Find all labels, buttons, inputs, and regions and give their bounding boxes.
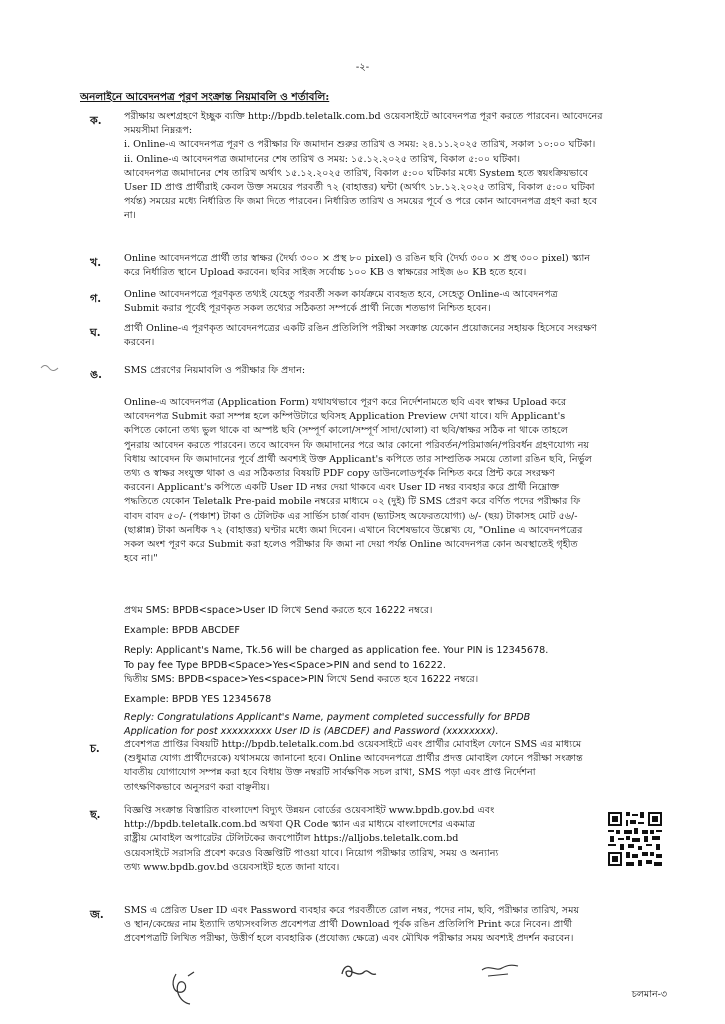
item-nga-line-6: তথ্য ও স্বাক্ষর সংযুক্ত থাকা ও এর সঠিকতার বিষয়টি PDF copy ডাউনলোডপূর্বক নিশ্চিত করে প্রিন্ট করে সংরক্ষণ bbox=[124, 468, 555, 480]
section-heading: অনলাইনে আবেদনপত্র পূরণ সংক্রান্ত নিয়মাবলি ও শর্তাবলি: bbox=[80, 91, 330, 103]
sms-reply-2-line-1: Reply: Congratulations Applicant's Name, payment completed successfully for BPDB bbox=[124, 712, 531, 724]
sms-example-2: Example: BPDB YES 12345678 bbox=[124, 694, 272, 706]
item-kha bbox=[124, 252, 679, 280]
item-nga-line-10: (ছাপ্পান্ন) টাকা অনধিক ৭২ (বাহাত্তর) ঘণ্টার মধ্যে জমা দিবেন। এখানে বিশেষভাবে উল্লেখ্য যে, "Online এ আবেদনপত্রের bbox=[124, 524, 583, 536]
item-ka-line-5: আবেদনপত্র জমাদানের শেষ তারিখ অর্থাৎ ১৫.১২.২০২৫ তারিখ, বিকাল ৫:০০ ঘটিকার মধ্যে System হতে স্বয়ংক্রিয়ভাবে bbox=[124, 167, 589, 179]
continued-note: চলমান-৩ bbox=[631, 989, 667, 1000]
item-ja-line-3: প্রবেশপত্রটি লিখিত পরীক্ষা, উত্তীর্ণ হলে ব্যবহারিক (প্রযোজ্য ক্ষেত্রে) এবং মৌখিক পরীক্ষার সময় অবশ্যই প্রদর্শন করবেন। bbox=[124, 933, 574, 945]
qr-code-icon[interactable] bbox=[606, 810, 664, 868]
sms-first: প্রথম SMS: BPDB<space>User ID লিখে Send করতে হবে 16222 নম্বরে। bbox=[124, 605, 433, 616]
item-marker-ca: চ. bbox=[90, 742, 100, 755]
item-ka bbox=[124, 110, 679, 224]
item-nga-line-11: সকল অংশ পূরণ করে Submit করা হলেও পরীক্ষার ফি জমা না দেয়া পর্যন্ত Online আবেদনপত্র কোন অবস্থাতেই গৃহীত bbox=[124, 539, 578, 551]
item-kha-line-2: করে নির্ধারিত স্থানে Upload করবেন। ছবির সাইজ সর্বোচ্চ ১০০ KB ও স্বাক্ষরের সাইজ ৬০ KB হতে হবে। bbox=[124, 267, 527, 279]
item-nga-title: SMS প্রেরণের নিয়মাবলি ও পরীক্ষার ফি প্রদান: bbox=[124, 365, 306, 376]
item-ca-line-1: প্রবেশপত্র প্রাপ্তির বিষয়টি http://bpdb.teletalk.com.bd ওয়েবসাইটে এবং প্রার্থীর মোবাইল ফোনে SMS এর মাধ্যমে bbox=[124, 739, 582, 750]
item-ga bbox=[124, 288, 679, 316]
signature-2-icon bbox=[338, 960, 378, 984]
scan-mark-icon bbox=[40, 362, 60, 374]
item-cha-line-4: ওয়েবসাইটে সরাসরি প্রবেশ করেও বিজ্ঞপ্তিটি পাওয়া যাবে। নিয়োগ পরীক্ষার তারিখ, সময় ও অন্যান্য bbox=[124, 847, 499, 859]
item-ca-line-3: যাবতীয় যোগাযোগ সম্পন্ন করা হবে বিধায় উক্ত নম্বরটি সার্বক্ষণিক সচল রাখা, SMS পড়া এবং প্রাপ্ত নির্দেশনা bbox=[124, 767, 536, 779]
item-ja-line-1: SMS এ প্রেরিত User ID এবং Password ব্যবহার করে পরবর্তীতে রোল নম্বর, পদের নাম, ছবি, পরীক্ষার তারিখ, সময় bbox=[124, 905, 580, 916]
item-ka-line-4: ii. Online-এ আবেদনপত্র জমাদানের শেষ তারিখ ও সময়: ১৫.১২.২০২৫ তারিখ, বিকাল ৫:০০ ঘটিকা। bbox=[124, 153, 521, 165]
item-ca-line-4: তাৎক্ষণিকভাবে অনুসরণ করা বাঞ্ছনীয়। bbox=[124, 781, 270, 793]
item-nga-line-5: বিধায় আবেদন ফি জমাদানের পূর্বে প্রার্থী অবশ্যই উক্ত Applicant's কপিতে তার সাম্প্রতিক সময়ে তোলা রঙিন ছবি, নির্ভুল bbox=[124, 453, 592, 465]
item-ja-line-2: ও স্থান/কেন্দ্রের নাম ইত্যাদি তথ্যসংবলিত প্রবেশপত্র প্রার্থী Download পূর্বক রঙিন প্রতিলিপি Print করে নিবেন। প্রার্থী bbox=[124, 919, 573, 931]
item-marker-gha: ঘ. bbox=[90, 326, 101, 339]
item-cha-line-3: রাষ্ট্রীয় মোবাইল অপারেটর টেলিটকের জবপোর্টাল https://alljobs.teletalk.com.bd bbox=[124, 833, 459, 845]
item-cha-line-5: তথ্য www.bpdb.gov.bd ওয়েবসাইট হতে জানা যাবে। bbox=[124, 861, 340, 873]
item-nga-line-4: পুনরায় আবেদন করতে পারবেন। তবে আবেদন ফি জমাদানের পরে আর কোনো পরিবর্তন/পরিমার্জন/পরিবর্ধন গ্রহণযোগ্য নয় bbox=[124, 439, 590, 451]
sms-reply-1-line-1: Reply: Applicant's Name, Tk.56 will be charged as application fee. Your PIN is 12345678. bbox=[124, 645, 549, 657]
item-ka-line-2: সময়সীমা নিম্নরূপ: bbox=[124, 125, 193, 137]
item-ja bbox=[124, 904, 694, 947]
sms-reply-2-line-2: Application for post xxxxxxxxx User ID is (ABCDEF) and Password (xxxxxxxx). bbox=[124, 726, 499, 738]
item-nga-line-2: আবেদনপত্র Submit করা সম্পন্ন হলে কম্পিউটারে ছবিসহ Application Preview দেখা যাবে। যদি Applicant's bbox=[124, 411, 566, 423]
item-nga-line-7: করবেন। Applicant's কপিতে একটি User ID নম্বর দেয়া থাকবে এবং User ID নম্বর ব্যবহার করে প্রার্থী নিম্নোক্ত bbox=[124, 482, 560, 494]
item-kha-line-1: Online আবেদনপত্রে প্রার্থী তার স্বাক্ষর (দৈর্ঘ্য ৩০০ × প্রস্থ ৮০ pixel) ও রঙিন ছবি (দৈর্ঘ্য ৩০০ × প্রস্থ ৩০০ pixel) স্ক্যান bbox=[124, 253, 591, 264]
item-nga-line-3: কপিতে কোনো তথ্য ভুল থাকে বা অস্পষ্ট ছবি (সম্পূর্ণ কালো/সম্পূর্ণ সাদা/ঘোলা) বা ছবি/স্বাক্ষর সঠিক না থাকে তাহলে bbox=[124, 425, 568, 437]
sms-example-1: Example: BPDB ABCDEF bbox=[124, 625, 240, 637]
sms-second: দ্বিতীয় SMS: BPDB<space>Yes<space>PIN লিখে Send করতে হবে 16222 নম্বরে। bbox=[124, 673, 479, 685]
signature-1-icon bbox=[168, 968, 202, 1008]
item-marker-ga: গ. bbox=[90, 292, 102, 305]
item-gha-line-1: প্রার্থী Online-এ পূরণকৃত আবেদনপত্রের একটি রঙিন প্রতিলিপি পরীক্ষা সংক্রান্ত যেকোন প্রয়োজনের সহায়ক হিসেবে সংরক্ষণ bbox=[124, 323, 597, 334]
item-cha bbox=[124, 804, 594, 875]
item-nga-line-9: বাবদ বাবদ ৫০/- (পঞ্চাশ) টাকা ও টেলিটক এর সার্ভিস চার্জ বাবদ (ভ্যাটসহ অফেরতযোগ্য) ৬/- (ছয়) টাকাসহ মোট ৫৬/- bbox=[124, 510, 578, 522]
page-number: -২- bbox=[355, 62, 370, 73]
item-nga-body bbox=[124, 396, 679, 566]
item-ca bbox=[124, 738, 679, 795]
item-gha bbox=[124, 322, 679, 350]
item-ka-line-3: i. Online-এ আবেদনপত্র পূরণ ও পরীক্ষার ফি জমাদান শুরুর তারিখ ও সময়: ২৪.১১.২০২৫ তারিখ, সকাল ১০:০০ ঘটিকা। bbox=[124, 139, 596, 151]
item-nga-title-block bbox=[124, 364, 679, 378]
item-ga-line-1: Online আবেদনপত্রে পূরণকৃত তথ্যই যেহেতু পরবর্তী সকল কার্যক্রমে ব্যবহৃত হবে, সেহেতু Online-এ আবেদনপত্র bbox=[124, 289, 558, 300]
item-cha-line-1: বিজ্ঞপ্তি সংক্রান্ত বিস্তারিত বাংলাদেশ বিদ্যুৎ উন্নয়ন বোর্ডের ওয়েবসাইট www.bpdb.gov.bd এবং bbox=[124, 805, 495, 816]
item-nga-line-8: পদ্ধতিতে যেকোন Teletalk Pre-paid mobile নম্বরের মাধ্যমে ০২ (দুই) টি SMS প্রেরণ করে বর্ণিত পদের পরীক্ষার ফি bbox=[124, 496, 581, 508]
sms-reply-1-line-2: To pay fee Type BPDB<Space>Yes<Space>PIN and send to 16222. bbox=[124, 659, 446, 671]
item-marker-ja: জ. bbox=[90, 908, 104, 921]
item-ka-line-8: না। bbox=[124, 210, 136, 222]
item-marker-ka: ক. bbox=[90, 114, 102, 127]
item-marker-nga: ঙ. bbox=[90, 368, 102, 381]
item-ka-line-7: পর্যন্ত) সময়ের মধ্যে নির্ধারিত ফি জমা দিতে পারবেন। নির্ধারিত তারিখ ও সময়ের পূর্বে ও পরে কোন আবেদনপত্র গ্রহণ করা হবে bbox=[124, 196, 598, 208]
item-gha-line-2: করবেন। bbox=[124, 337, 155, 349]
item-nga-line-1: Online-এ আবেদনপত্র (Application Form) যথাযথভাবে পূরণ করে নির্দেশনামতে ছবি এবং স্বাক্ষর Upload করে bbox=[124, 397, 567, 408]
item-marker-cha: ছ. bbox=[90, 808, 101, 821]
item-ka-line-6: User ID প্রাপ্ত প্রার্থীরাই কেবল উক্ত সময়ের পরবর্তী ৭২ (বাহাত্তর) ঘন্টা (অর্থাৎ ১৮.১২.২০২৫ তারিখ, বিকাল ৫:০০ ঘটিকা bbox=[124, 182, 595, 194]
item-marker-kha: খ. bbox=[90, 256, 102, 269]
item-ka-line-1: পরীক্ষায় অংশগ্রহণে ইচ্ছুক ব্যক্তি http://bpdb.teletalk.com.bd ওয়েবসাইটে আবেদনপত্র পূরণ করতে পারবেন। আবেদনের bbox=[124, 111, 603, 122]
item-cha-line-2: http://bpdb.teletalk.com.bd অথবা QR Code স্ক্যান এর মাধ্যমে বাংলাদেশের একমাত্র bbox=[124, 819, 476, 831]
item-ca-line-2: (শুধুমাত্র যোগ্য প্রার্থীদেরকে) যথাসময়ে জানানো হবে। Online আবেদনপত্রে প্রার্থীর প্রদত্ত মোবাইল ফোনে পরীক্ষা সংক্রান্ত bbox=[124, 753, 583, 765]
item-ga-line-2: Submit করার পূর্বেই পূরণকৃত সকল তথ্যের সঠিকতা সম্পর্কে প্রার্থী নিজে শতভাগ নিশ্চিত হবেন। bbox=[124, 303, 491, 315]
item-nga-line-12: হবে না।" bbox=[124, 553, 158, 565]
signature-3-icon bbox=[478, 960, 522, 980]
sms-instructions bbox=[124, 604, 679, 740]
